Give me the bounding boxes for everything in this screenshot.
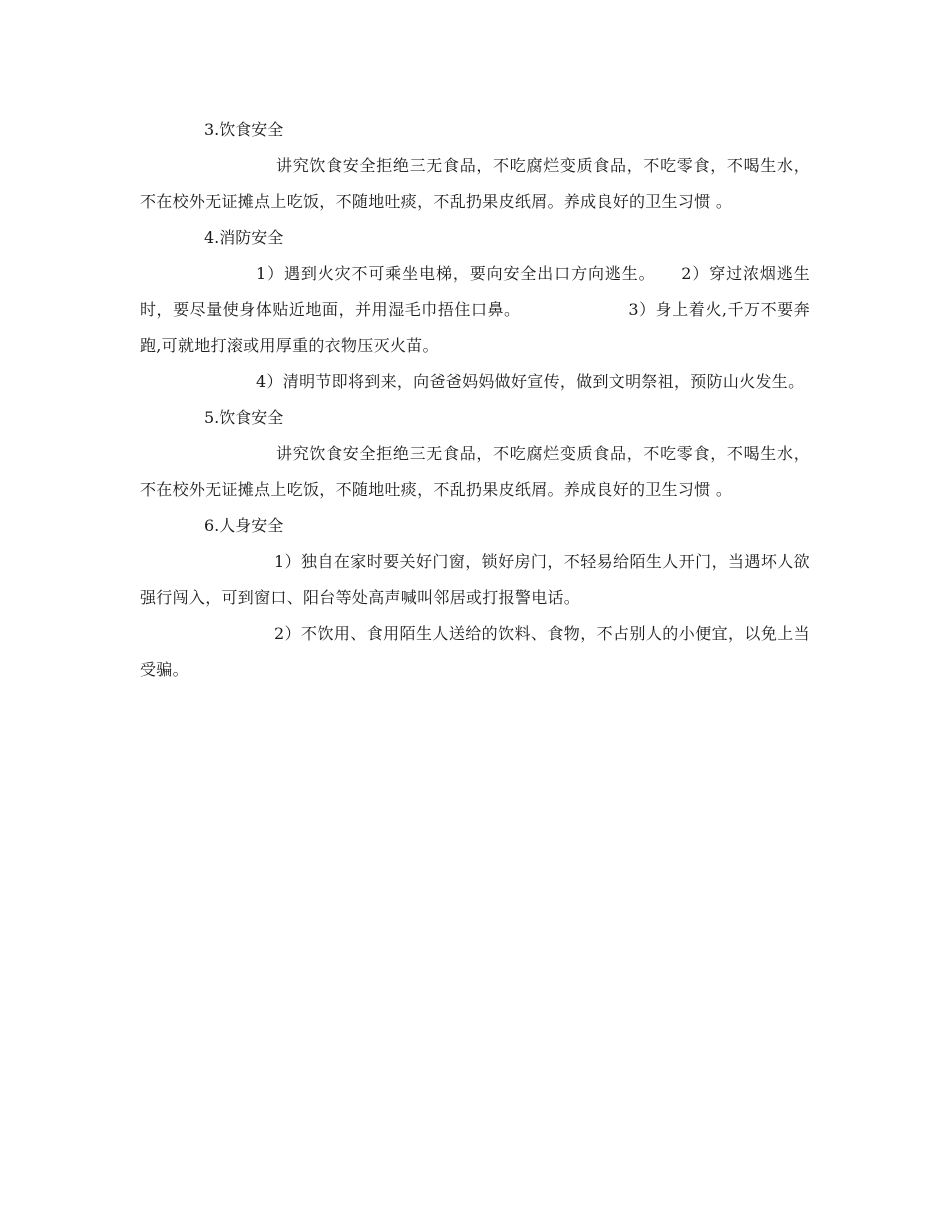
paragraph-fire-safety-2: 4）清明节即将到来，向爸爸妈妈做好宣传，做到文明祭祖，预防山火发生。 [256, 372, 805, 391]
paragraph-personal-safety-2: 2）不饮用、食用陌生人送给的饮料、食物，不占别人的小便宜，以免上当受骗。 [140, 624, 810, 679]
section-heading-diet-safety: 3.饮食安全 [204, 120, 284, 139]
paragraph-fire-safety-1: 1）遇到火灾不可乘坐电梯，要向安全出口方向逃生。 2）穿过浓烟逃生时，要尽量使身体贴近地面，并用湿毛巾捂住口鼻。 3）身上着火,千万不要奔跑,可就地打滚或用厚重的衣物压灭火苗。 [140, 264, 810, 355]
section-heading-fire-safety: 4.消防安全 [204, 228, 284, 247]
section-heading-diet-safety-repeat: 5.饮食安全 [204, 408, 284, 427]
paragraph-personal-safety-1: 1）独自在家时要关好门窗，锁好房门，不轻易给陌生人开门，当遇坏人欲强行闯入，可到窗口、阳台等处高声喊叫邻居或打报警电话。 [140, 552, 810, 607]
section-heading-personal-safety: 6.人身安全 [204, 516, 284, 535]
paragraph-diet-safety-repeat: 讲究饮食安全拒绝三无食品，不吃腐烂变质食品，不吃零食，不喝生水，不在校外无证摊点上吃饭，不随地吐痰，不乱扔果皮纸屑。养成良好的卫生习惯 。 [140, 444, 810, 499]
paragraph-diet-safety: 讲究饮食安全拒绝三无食品，不吃腐烂变质食品，不吃零食，不喝生水，不在校外无证摊点上吃饭，不随地吐痰，不乱扔果皮纸屑。养成良好的卫生习惯 。 [140, 156, 810, 211]
document-body [140, 112, 810, 688]
